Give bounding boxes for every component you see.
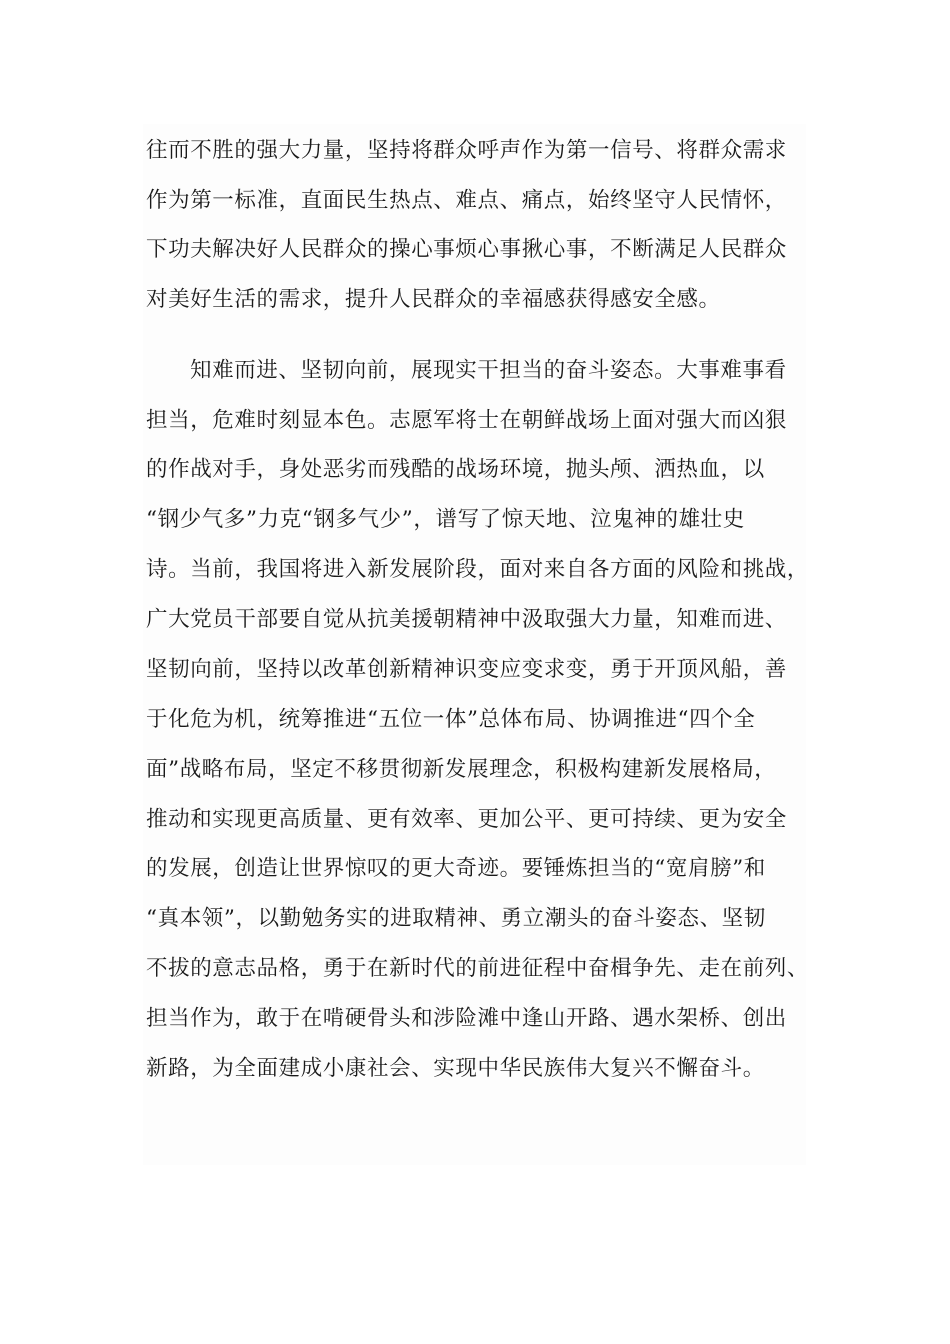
paragraph-2-line-12: “真本领”，以勤勉务实的进取精神、勇立潮头的奋斗姿态、坚韧 <box>146 906 766 931</box>
paragraph-2-line-1: 知难而进、坚韧向前，展现实干担当的奋斗姿态。大事难事看 <box>190 358 787 383</box>
paragraph-1-line-4: 对美好生活的需求，提升人民群众的幸福感获得感安全感。 <box>146 287 721 312</box>
paragraph-1-line-2: 作为第一标准，直面民生热点、难点、痛点，始终坚守人民情怀， <box>146 188 787 213</box>
paragraph-2-line-4: “钢少气多”力克“钢多气少”，谱写了惊天地、泣鬼神的雄壮史 <box>146 507 745 532</box>
paragraph-2-line-13: 不拔的意志品格，勇于在新时代的前进征程中奋楫争先、走在前列、 <box>146 956 810 981</box>
paragraph-1-line-3: 下功夫解决好人民群众的操心事烦心事揪心事，不断满足人民群众 <box>146 237 787 262</box>
paragraph-2-line-14: 担当作为，敢于在啃硬骨头和涉险滩中逢山开路、遇水架桥、创出 <box>146 1006 787 1031</box>
paragraph-2-line-10: 推动和实现更高质量、更有效率、更加公平、更可持续、更为安全 <box>146 807 787 832</box>
paragraph-2-line-5: 诗。当前，我国将进入新发展阶段，面对来自各方面的风险和挑战， <box>146 557 810 582</box>
paragraph-2-line-6: 广大党员干部要自觉从抗美援朝精神中汲取强大力量，知难而进、 <box>146 607 787 632</box>
paragraph-2-line-3: 的作战对手，身处恶劣而残酷的战场环境，抛头颅、洒热血，以 <box>146 457 765 482</box>
paragraph-2-line-2: 担当，危难时刻显本色。志愿军将士在朝鲜战场上面对强大而凶狠 <box>146 408 787 433</box>
paragraph-2-line-15: 新路，为全面建成小康社会、实现中华民族伟大复兴不懈奋斗。 <box>146 1056 765 1081</box>
paragraph-1-line-1: 往而不胜的强大力量，坚持将群众呼声作为第一信号、将群众需求 <box>146 138 787 163</box>
paragraph-2-line-8: 于化危为机，统筹推进“五位一体”总体布局、协调推进“四个全 <box>146 707 756 732</box>
paragraph-2-line-7: 坚韧向前，坚持以改革创新精神识变应变求变，勇于开顶风船，善 <box>146 657 787 682</box>
paragraph-2-line-11: 的发展，创造让世界惊叹的更大奇迹。要锤炼担当的“宽肩膀”和 <box>146 856 766 881</box>
paragraph-2-line-9: 面”战略布局，坚定不移贯彻新发展理念，积极构建新发展格局， <box>146 757 777 782</box>
